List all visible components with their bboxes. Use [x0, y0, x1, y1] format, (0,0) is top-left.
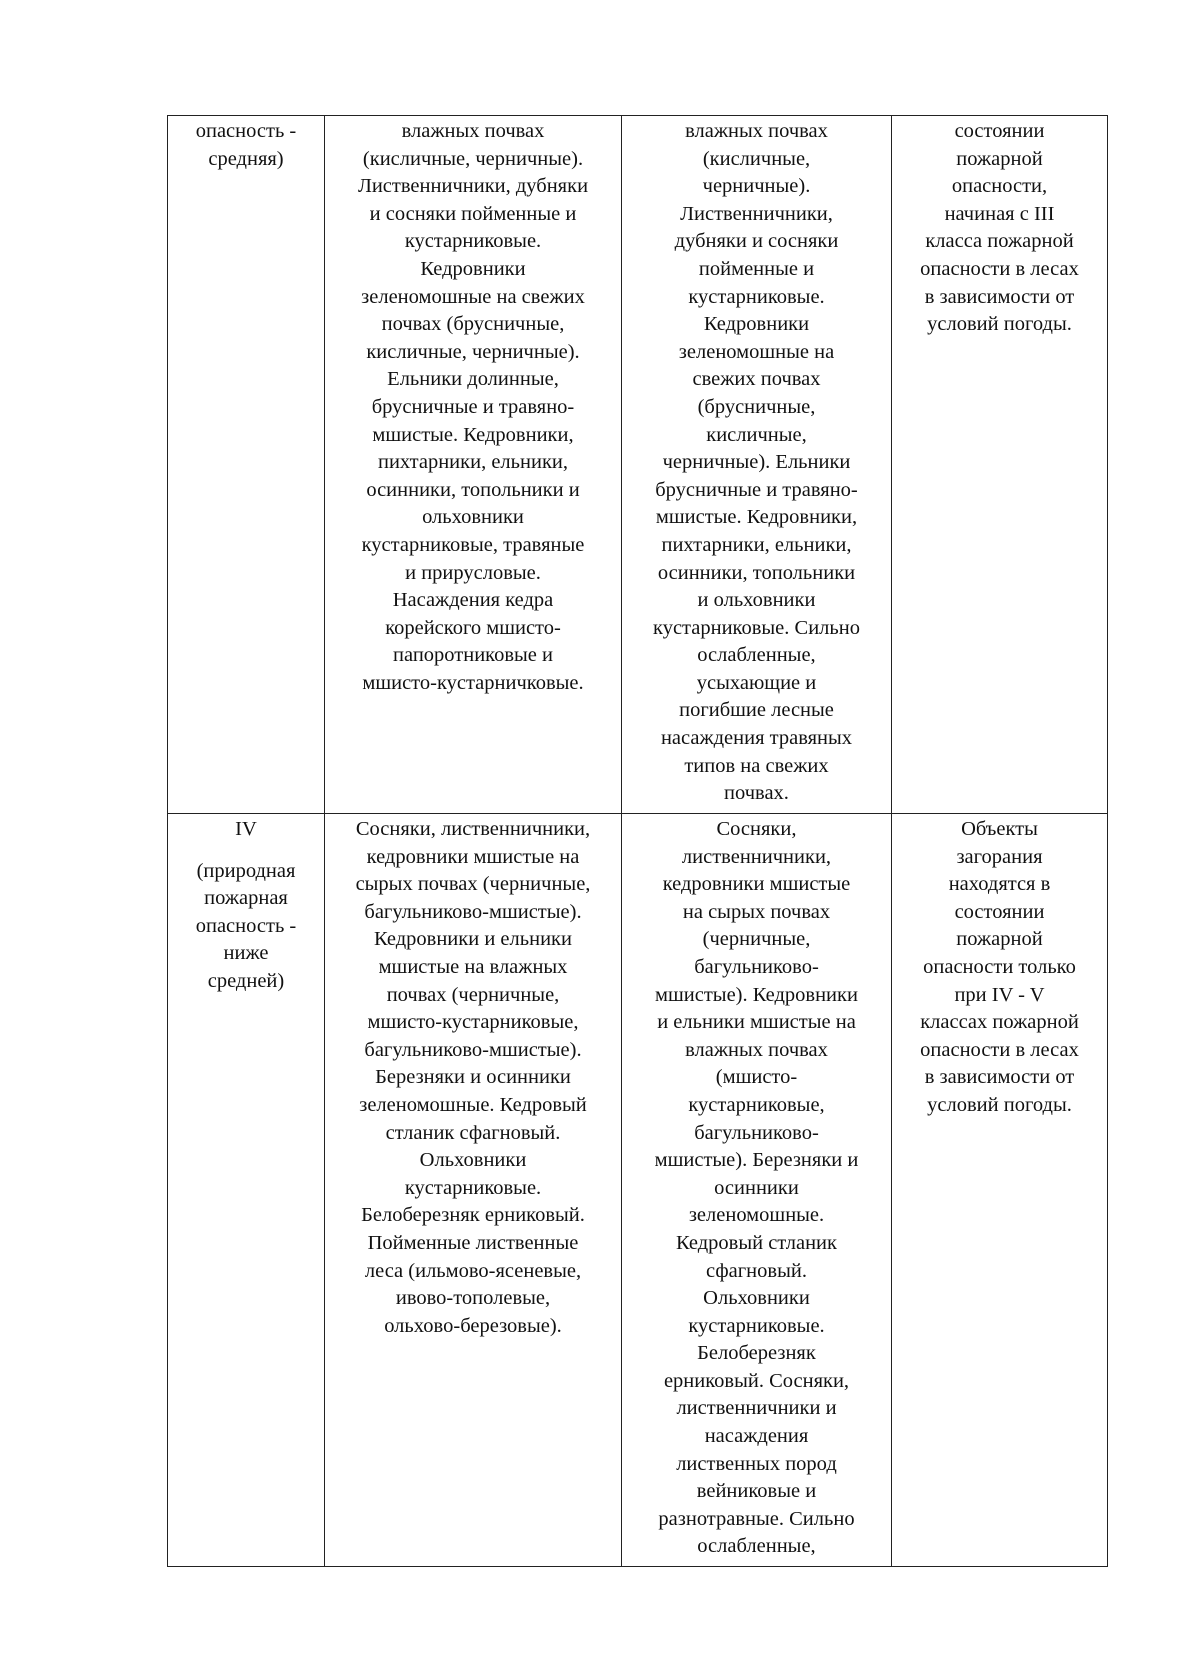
cell-text-line: Кедровники: [420, 257, 526, 280]
cell-text-line: состоянии: [954, 120, 1045, 142]
cell-text-line: влажных почвах: [685, 120, 828, 142]
cell-text-line: брусничные и травяно-: [371, 395, 575, 418]
cell-text-line: осинники: [714, 1176, 799, 1199]
cell-text-line: кедровники мшистые: [662, 873, 851, 896]
table-row: [168, 814, 1108, 1567]
cell-text-line: кустарниковые,: [688, 1093, 825, 1116]
fire-class-cell: [168, 116, 325, 814]
cell-text-line: кустарниковые.: [688, 285, 825, 308]
cell-text-line: багульниково-: [694, 955, 819, 978]
cell-text-line: брусничные и травяно-: [655, 478, 858, 501]
cell-text-line: Лиственничники, дубняки: [357, 175, 589, 198]
cell-text-line: черничные).: [702, 175, 811, 198]
cell-text-line: леса (ильмово-ясеневые,: [364, 1259, 582, 1282]
fire-class-description-line: средняя): [208, 147, 284, 170]
fire-class-description-line: ниже: [223, 942, 269, 965]
cell-text-line: ерниковый. Сосняки,: [663, 1369, 850, 1392]
cell-text-line: ольховo-березовые).: [384, 1314, 562, 1337]
cell-text-line: стланик сфагновый.: [385, 1121, 561, 1144]
cell-text-line: Кедровый стланик: [676, 1231, 837, 1254]
cell-text-line: мшисто-кустарничковые.: [362, 671, 584, 694]
cell-text-line: в зависимости от: [924, 1066, 1075, 1089]
cell-text-line: Насаждения кедра: [392, 589, 554, 612]
cell-text-line: условий погоды.: [927, 313, 1072, 336]
fire-danger-table: [167, 115, 1108, 1567]
cell-text-line: условий погоды.: [927, 1093, 1072, 1116]
cell-text-line: начиная с III: [944, 202, 1055, 225]
cell-text-line: Кедровники и ельники: [374, 928, 572, 951]
cell-text-line: опасности в лесах: [920, 257, 1079, 280]
cell-text-line: лиственничники и: [676, 1397, 837, 1420]
ignition-state-cell: [892, 116, 1108, 814]
fire-class-number: IV: [235, 818, 257, 840]
cell-text-line: класса пожарной: [925, 230, 1074, 253]
cell-text-line: (кисличные,: [702, 147, 811, 170]
fire-class-description-line: пожарная: [204, 887, 288, 910]
cell-text-line: насаждения травяных: [660, 727, 853, 750]
cell-text-line: ослабленные,: [697, 1535, 816, 1558]
cell-text-line: мшистые на влажных: [378, 955, 568, 978]
cell-text-line: пожарной: [956, 928, 1043, 951]
cell-text-line: погибшие лесные: [679, 699, 834, 722]
cell-text-line: влажных почвах: [401, 120, 545, 142]
fire-class-description-line: (природная: [196, 859, 296, 882]
forest-types-extended-cell: [622, 814, 892, 1567]
cell-text-line: сфагновый.: [706, 1259, 807, 1282]
cell-text-line: Белоберезняк ерниковый.: [361, 1204, 585, 1227]
cell-text-line: типов на свежих: [684, 754, 829, 777]
cell-text-line: черничные). Ельники: [662, 451, 851, 474]
table-body: [168, 116, 1108, 1567]
cell-text-line: (кисличные, черничные).: [362, 147, 584, 170]
cell-text-line: свежих почвах: [692, 368, 821, 391]
cell-text-line: кустарниковые.: [404, 1176, 542, 1199]
cell-text-line: багульниково-мшистые).: [364, 1038, 582, 1061]
cell-text-line: Сосняки,: [716, 818, 797, 840]
cell-text-line: мшисто-кустарниковые,: [367, 1011, 579, 1034]
cell-text-line: Лиственничники,: [680, 202, 833, 225]
cell-text-line: почвах (брусничные,: [381, 313, 565, 336]
cell-text-line: зеленомошные. Кедровый: [359, 1093, 587, 1116]
cell-text-line: Белоберезняк: [697, 1342, 816, 1365]
cell-text-line: пихтарники, ельники,: [377, 451, 569, 474]
cell-text-line: пихтарники, ельники,: [661, 533, 852, 556]
cell-text-line: и ельники мшистые на: [657, 1011, 856, 1034]
fire-class-description-line: средней): [207, 969, 285, 992]
cell-text-line: ослабленные,: [697, 644, 816, 667]
cell-text-line: вейниковые и: [696, 1480, 817, 1503]
cell-text-line: (брусничные,: [697, 395, 816, 418]
cell-text-line: Березняки и осинники: [375, 1066, 571, 1089]
cell-text-line: кисличные, черничные).: [366, 340, 580, 363]
forest-types-cell: [325, 814, 622, 1567]
cell-text-line: опасности,: [951, 175, 1048, 198]
cell-text-line: разнотравные. Сильно: [658, 1507, 855, 1530]
forest-types-cell: [325, 116, 622, 814]
cell-text-line: Ольховники: [419, 1149, 527, 1172]
cell-text-line: кустарниковые.: [688, 1314, 825, 1337]
cell-text-line: пожарной: [956, 147, 1043, 170]
cell-text-line: багульниково-: [694, 1121, 819, 1144]
cell-text-line: классах пожарной: [920, 1011, 1079, 1034]
cell-text-line: кисличные,: [706, 423, 807, 446]
cell-text-line: лиственных пород: [676, 1452, 837, 1475]
cell-text-line: (мшисто-: [715, 1066, 798, 1089]
cell-text-line: ольховники: [422, 506, 524, 529]
cell-text-line: при IV - V: [954, 983, 1045, 1006]
cell-text-line: находятся в: [948, 873, 1051, 896]
cell-text-line: Пойменные лиственные: [367, 1231, 579, 1254]
cell-text-line: (черничные,: [702, 928, 811, 951]
cell-text-line: мшистые. Кедровники,: [372, 423, 574, 446]
cell-text-line: Кедровники: [703, 313, 810, 336]
cell-text-line: и сосняки пойменные и: [369, 202, 577, 225]
cell-text-line: осинники, топольники: [657, 561, 856, 584]
cell-text-line: сырых почвах (черничные,: [355, 873, 591, 896]
cell-text-line: мшистые). Кедровники: [655, 983, 858, 1006]
cell-text-line: мшистые). Березняки и: [654, 1149, 859, 1172]
cell-text-line: кустарниковые.: [404, 230, 542, 253]
fire-class-description-line: опасность -: [195, 914, 297, 937]
cell-text-line: Сосняки, лиственничники,: [355, 818, 591, 840]
cell-text-line: Ольховники: [703, 1287, 810, 1310]
cell-text-line: кедровники мшистые на: [366, 845, 580, 868]
forest-types-extended-cell: [622, 116, 892, 814]
cell-text-line: зеленомошные на свежих: [361, 285, 585, 308]
cell-text-line: влажных почвах: [685, 1038, 828, 1061]
cell-text-line: состоянии: [954, 900, 1045, 923]
cell-text-line: почвах.: [724, 782, 789, 805]
cell-text-line: ивово-тополевые,: [395, 1287, 551, 1310]
table-row: [168, 116, 1108, 814]
spacer: [176, 844, 316, 858]
cell-text-line: насаждения: [704, 1425, 809, 1448]
cell-text-line: и ольховники: [697, 589, 816, 612]
cell-text-line: на сырых почвах: [682, 900, 831, 923]
cell-text-line: багульниково-мшистые).: [364, 900, 582, 923]
cell-text-line: и прирусловые.: [405, 561, 541, 584]
cell-text-line: опасности в лесах: [920, 1038, 1079, 1061]
cell-text-line: загорания: [956, 845, 1043, 868]
cell-text-line: Объекты: [961, 818, 1038, 840]
cell-text-line: корейского мшисто-: [385, 616, 561, 639]
cell-text-line: лиственничники,: [681, 845, 832, 868]
cell-text-line: папоротниковые и: [393, 644, 553, 667]
cell-text-line: пойменные и: [698, 257, 815, 280]
cell-text-line: осинники, топольники и: [366, 478, 580, 501]
fire-class-description-line: опасность -: [195, 120, 297, 142]
cell-text-line: кустарниковые. Сильно: [653, 616, 860, 639]
cell-text-line: в зависимости от: [924, 285, 1075, 308]
fire-class-cell: [168, 814, 325, 1567]
cell-text-line: кустарниковые, травяные: [361, 533, 585, 556]
cell-text-line: усыхающие и: [696, 671, 817, 694]
ignition-state-cell: [892, 814, 1108, 1567]
cell-text-line: опасности только: [923, 955, 1076, 978]
cell-text-line: зеленомошные.: [688, 1204, 825, 1227]
cell-text-line: Ельники долинные,: [387, 368, 559, 391]
cell-text-line: почвах (черничные,: [386, 983, 560, 1006]
cell-text-line: мшистые. Кедровники,: [655, 506, 858, 529]
cell-text-line: дубняки и сосняки: [674, 230, 839, 253]
cell-text-line: зеленомошные на: [678, 340, 835, 363]
